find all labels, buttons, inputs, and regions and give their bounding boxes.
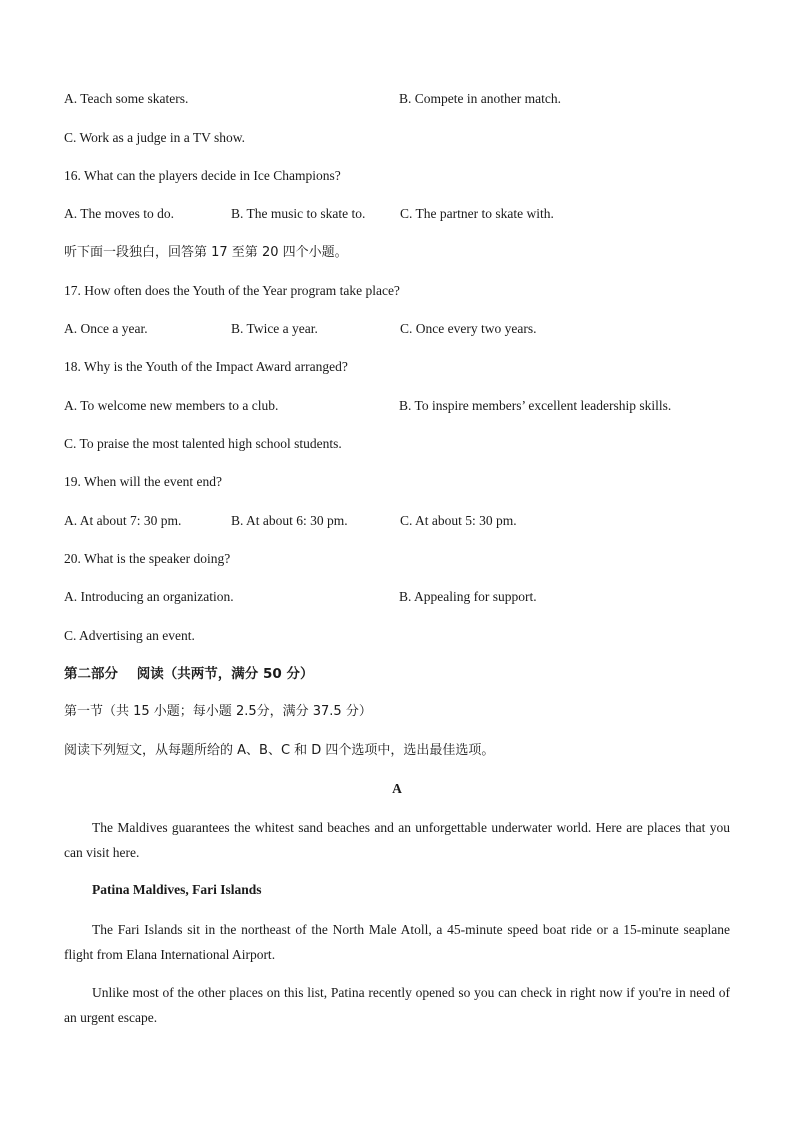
passage-label: A bbox=[392, 781, 402, 796]
q19-option-a: A. At about 7: 30 pm. bbox=[64, 513, 182, 528]
q15-option-c: C. Work as a judge in a TV show. bbox=[64, 130, 246, 145]
q15-option-b: B. Compete in another match. bbox=[399, 91, 561, 106]
q16-option-c: C. The partner to skate with. bbox=[400, 206, 554, 221]
instruction-17-20: 听下面一段独白，回答第 17 至第 20 四个小题。 bbox=[64, 245, 348, 260]
q19-option-c: C. At about 5: 30 pm. bbox=[400, 513, 517, 528]
q17-option-c: C. Once every two years. bbox=[400, 321, 537, 336]
passage-heading: Patina Maldives, Fari Islands bbox=[92, 882, 262, 897]
q17-option-b: B. Twice a year. bbox=[231, 321, 318, 336]
q20-question: 20. What is the speaker doing? bbox=[64, 551, 231, 566]
q18-option-c: C. To praise the most talented high school students. bbox=[64, 436, 342, 451]
q16-question: 16. What can the players decide in Ice Champions? bbox=[64, 168, 341, 183]
passage-para2: Unlike most of the other places on this list, Patina recently opened so you can check in right now if you're in need of an urgent escape. bbox=[64, 985, 730, 1025]
q19-option-b: B. At about 6: 30 pm. bbox=[231, 513, 348, 528]
q20-option-c: C. Advertising an event. bbox=[64, 628, 195, 643]
q18-option-b: B. To inspire members’ excellent leadership skills. bbox=[399, 398, 672, 413]
q16-option-b: B. The music to skate to. bbox=[231, 206, 366, 221]
q17-option-a: A. Once a year. bbox=[64, 321, 148, 336]
q18-question: 18. Why is the Youth of the Impact Award arranged? bbox=[64, 359, 348, 374]
part2-instruction: 阅读下列短文，从每题所给的 A、B、C 和 D 四个选项中，选出最佳选项。 bbox=[64, 743, 495, 758]
q19-question: 19. When will the event end? bbox=[64, 474, 222, 489]
q15-option-a: A. Teach some skaters. bbox=[64, 91, 189, 106]
part2-title: 第二部分 阅读（共两节，满分 50 分） bbox=[64, 666, 314, 682]
q20-option-a: A. Introducing an organization. bbox=[64, 589, 234, 604]
q17-question: 17. How often does the Youth of the Year program take place? bbox=[64, 283, 400, 298]
q20-option-b: B. Appealing for support. bbox=[399, 589, 537, 604]
passage-intro: The Maldives guarantees the whitest sand beaches and an unforgettable underwater world. Here are places that you can visit here. bbox=[64, 820, 730, 860]
passage-para1: The Fari Islands sit in the northeast of the North Male Atoll, a 45-minute speed boat ride or a 15-minute seaplane flight from Elana International Airport. bbox=[64, 922, 730, 962]
q16-option-a: A. The moves to do. bbox=[64, 206, 174, 221]
part2-section1: 第一节（共 15 小题；每小题 2.5分，满分 37.5 分） bbox=[64, 704, 372, 719]
q18-option-a: A. To welcome new members to a club. bbox=[64, 398, 279, 413]
